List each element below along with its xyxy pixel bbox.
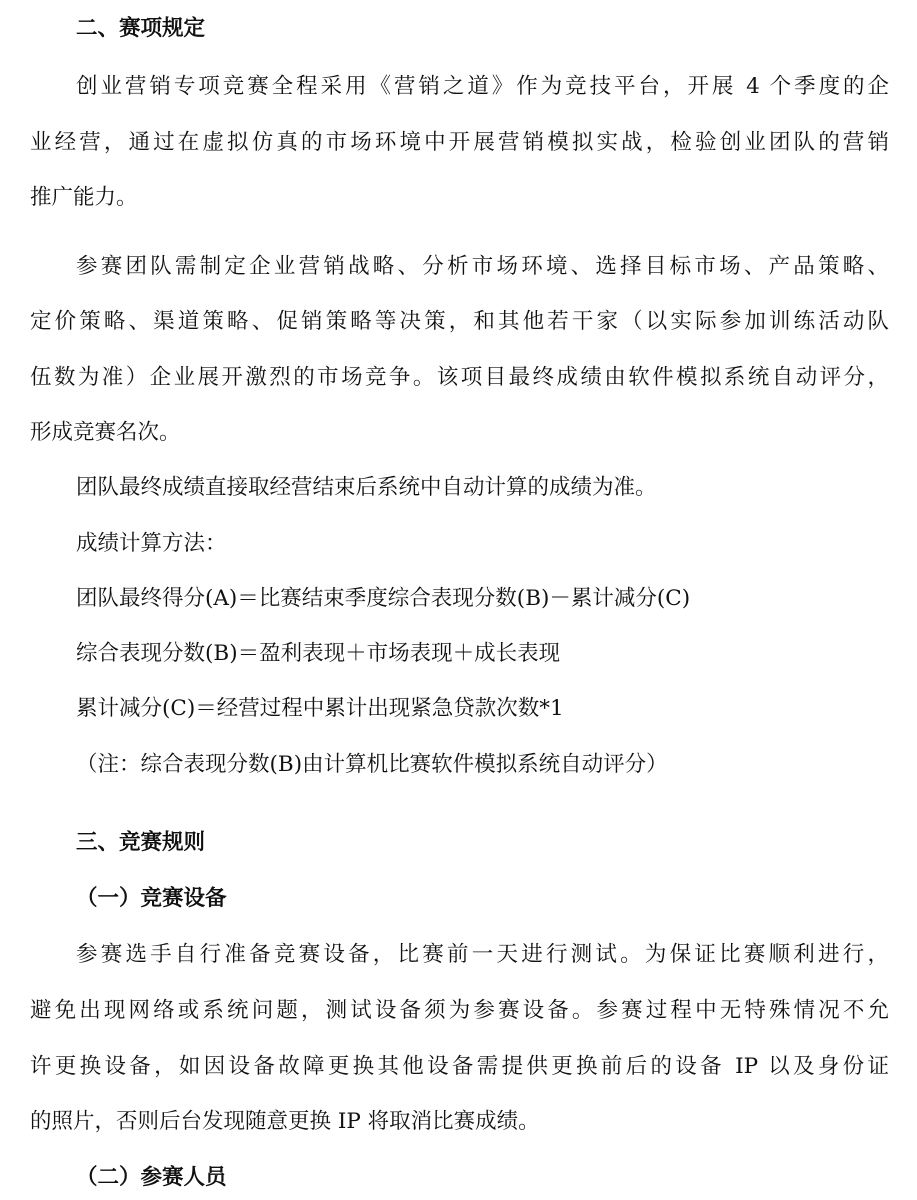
paragraph-line: 定价策略、渠道策略、促销策略等决策，和其他若干家（以实际参加训练活动队 [30, 309, 889, 334]
paragraph-line: 团队最终成绩直接取经营结束后系统中自动计算的成绩为准。 [76, 475, 657, 500]
section-2-heading: 二、赛项规定 [76, 16, 206, 41]
note-text: （注：综合表现分数(B)由计算机比赛软件模拟系统自动评分） [76, 752, 668, 777]
subsection-2-heading: （二）参赛人员 [76, 1165, 227, 1190]
calc-method-label: 成绩计算方法： [76, 531, 227, 556]
paragraph-line: 许更换设备，如因设备故障更换其他设备需提供更换前后的设备 IP 以及身份证 [30, 1054, 889, 1079]
paragraph-line: 业经营，通过在虚拟仿真的市场环境中开展营销模拟实战，检验创业团队的营销 [30, 130, 889, 155]
paragraph-line: 参赛选手自行准备竞赛设备，比赛前一天进行测试。为保证比赛顺利进行， [76, 942, 889, 967]
formula-b: 综合表现分数(B)＝盈利表现＋市场表现＋成长表现 [76, 641, 561, 666]
formula-c: 累计减分(C)＝经营过程中累计出现紧急贷款次数*1 [76, 696, 564, 721]
paragraph-line: 创业营销专项竞赛全程采用《营销之道》作为竞技平台，开展 4 个季度的企 [76, 74, 889, 99]
paragraph-line: 避免出现网络或系统问题，测试设备须为参赛设备。参赛过程中无特殊情况不允 [30, 998, 889, 1023]
formula-a: 团队最终得分(A)＝比赛结束季度综合表现分数(B)－累计减分(C) [76, 586, 691, 611]
section-3-heading: 三、竞赛规则 [76, 830, 206, 855]
paragraph-line: 推广能力。 [30, 185, 138, 210]
paragraph-line: 形成竞赛名次。 [30, 420, 181, 445]
paragraph-line: 的照片，否则后台发现随意更换 IP 将取消比赛成绩。 [30, 1109, 540, 1134]
paragraph-line: 伍数为准）企业展开激烈的市场竞争。该项目最终成绩由软件模拟系统自动评分， [30, 365, 889, 390]
subsection-1-heading: （一）竞赛设备 [76, 886, 227, 911]
paragraph-line: 参赛团队需制定企业营销战略、分析市场环境、选择目标市场、产品策略、 [76, 254, 889, 279]
